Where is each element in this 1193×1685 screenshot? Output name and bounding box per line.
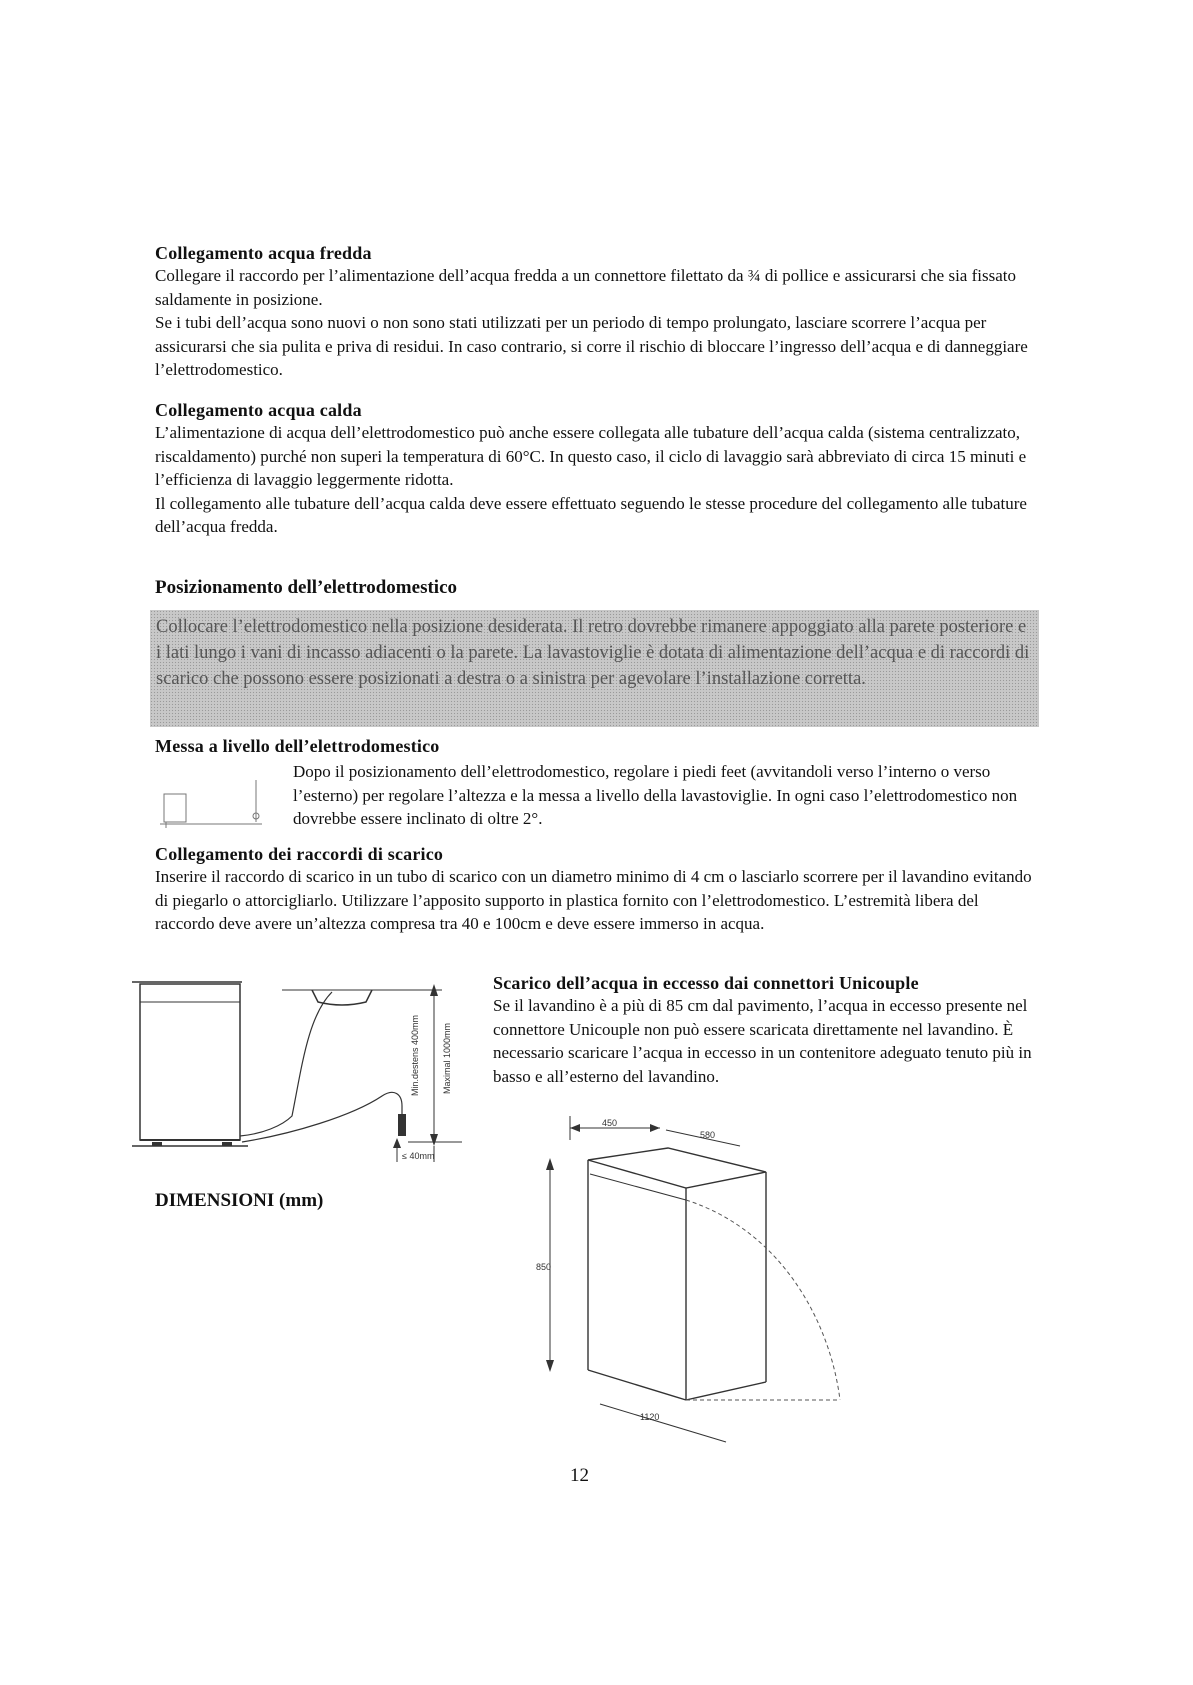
position-section-heading <box>155 576 1035 600</box>
excess-water-section <box>493 972 1033 1088</box>
position-shaded-box <box>150 610 1039 727</box>
page-number: 12 <box>570 1465 589 1486</box>
cold-water-title: Collegamento acqua fredda <box>155 243 372 263</box>
max-height-label: Maximal 1000mm <box>442 1022 452 1094</box>
cold-water-text: Collegare il raccordo per l’alimentazione dell’acqua fredda a un connettore filettato da ¾ di pollice e assicurarsi che sia fissato saldamente in posizione. <box>155 266 1016 309</box>
level-text-block <box>293 760 1033 831</box>
height-dim-label: 850 <box>536 1262 552 1272</box>
level-text: Dopo il posizionamento dell’elettrodomestico, regolare i piedi feet (avvitandoli verso l’interno o verso l’esterno) per regolare l’altezza e la messa a livello della lavastoviglie. In ogni caso l’elettrodomestico non dovrebbe essere inclinato di oltre 2°. <box>293 762 1018 828</box>
excess-title: Scarico dell’acqua in eccesso dai connettori Unicouple <box>493 973 919 993</box>
door-dim-label: 1120 <box>640 1412 660 1422</box>
hot-water-text: L’alimentazione di acqua dell’elettrodomestico può anche essere collegata alle tubature dell’acqua calda (sistema centralizzato, riscaldamento) purché non superi la temperatura di 60°C. In questo caso, il ciclo di lavaggio sarà abbreviato di circa 15 minuti e l’efficienza di lavaggio leggermente ridotta. <box>155 423 1027 489</box>
hot-water-title: Collegamento acqua calda <box>155 400 362 420</box>
dimensions-title: DIMENSIONI (mm) <box>155 1190 324 1211</box>
drain-title: Collegamento dei raccordi di scarico <box>155 844 444 864</box>
position-title: Posizionamento dell’elettrodomestico <box>155 577 457 598</box>
width-dim-label: 450 <box>602 1118 618 1128</box>
drain-text: Inserire il raccordo di scarico in un tubo di scarico con un diametro minimo di 4 cm o lasciarlo scorrere per il lavandino evitando di piegarlo o attorcigliarlo. Utilizzare l’apposito supporto in plastica fornito con l’elettrodomestico. L’estremità libera del raccordo deve avere un’altezza compresa tra 40 e 100cm e deve essere immerso in acqua. <box>155 867 1032 933</box>
level-section-heading <box>155 735 1035 757</box>
hot-water-text-2: Il collegamento alle tubature dell’acqua calda deve essere effettuato seguendo le stesse procedure del collegamento alle tubature dell’acqua fredda. <box>155 493 1027 536</box>
depth-dim-label: 580 <box>700 1130 716 1140</box>
cold-water-text-2: Se i tubi dell’acqua sono nuovi o non sono stati utilizzati per un periodo di tempo prolungato, lasciare scorrere l’acqua per assicurarsi che sia pulita e priva di residui. In caso contrario, si corre il rischio di bloccare l’ingresso dell’acqua e di danneggiare l’elettrodomestico. <box>155 313 1028 379</box>
bottom-height-label: ≤ 40mm <box>402 1151 435 1161</box>
drain-height-diagram <box>132 966 492 1162</box>
min-height-label: Min.destens 400mm <box>410 1014 420 1096</box>
drain-section <box>155 843 1035 936</box>
hot-water-section <box>155 399 1035 539</box>
cold-water-section <box>155 242 1035 382</box>
dimensions-diagram <box>536 1100 870 1460</box>
level-title: Messa a livello dell’elettrodomestico <box>155 736 440 756</box>
excess-text: Se il lavandino è a più di 85 cm dal pavimento, l’acqua in eccesso presente nel connettore Unicouple non può essere scaricata direttamente nel lavandino. È necessario scaricare l’acqua in eccesso in un contenitore adeguato tenuto più in basso e all’esterno del lavandino. <box>493 996 1032 1086</box>
level-adjust-icon <box>152 772 272 832</box>
position-shaded-text: Collocare l’elettrodomestico nella posizione desiderata. Il retro dovrebbe rimanere appoggiato alla parete posteriore e i lati lungo i vani di incasso adiacenti o la parete. La lavastoviglie è dotata di alimentazione dell’acqua e di raccordi di scarico che possono essere posizionati a destra o a sinistra per agevolare l’installazione corretta. <box>156 617 1030 689</box>
